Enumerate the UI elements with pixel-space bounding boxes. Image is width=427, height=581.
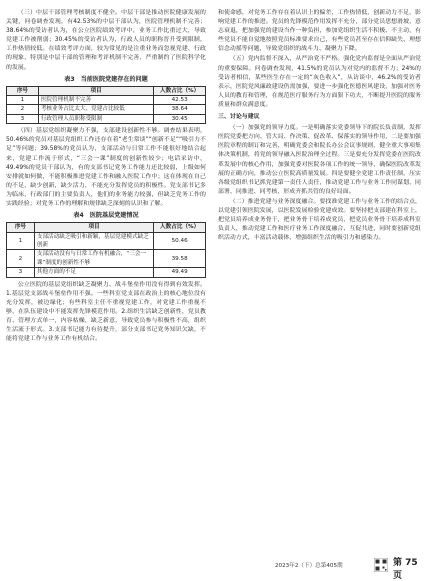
paragraph-supervision: （五）党内监督不深入，从严治党不严格。强化党内监督是全面从严治党的重要保障。问卷调查发现，41.5%的党员认为对党内的监督不力；24%的受访者相信，某些医生存在一定的“灰色收入”，从访谈中，46.2%的受访者表示，医院党风廉政建设仍需加强，要进一步强化医德医风建设，加强对医务人员的教育和管理，在规范医疗服务行为方面狠下功夫，不断提升医院的服务质量和群众满意度。 <box>218 56 421 108</box>
table-row <box>7 232 206 250</box>
table4-header: 序号 <box>7 223 35 232</box>
table3-header: 人数占比（%） <box>154 86 206 95</box>
table-row <box>7 114 206 123</box>
table-cell: 考核业务占比太大、党建占比较低 <box>38 105 153 114</box>
table-cell: 其他方面的不足 <box>34 268 153 277</box>
left-column <box>6 9 206 345</box>
table3-header-row <box>7 86 206 95</box>
page-number: 第 75 页 <box>393 558 418 581</box>
table-cell: 49.49 <box>154 268 206 277</box>
table-row <box>7 105 206 114</box>
paragraph-fortress: 公立医院的基层党组织缺乏凝聚力、战斗堡垒作用没有得到有效发挥。1.基层党支部战斗堡垒作用不强。一些科室党支部在政治上的核心地位没有充分发挥，被边缘化；有些科室主任不重视党建工作，对党建工作重视不够，在队伍建设中不能发挥先锋模范作用。2.组织生活缺乏创新性，党员教育、管理方式单一，内容枯燥，缺乏新意，导致党员参与积极性不高，组织生活流于形式。3.支部书记能力有待提升，部分支部书记党务知识欠缺，不能将党建工作与业务工作有机结合。 <box>6 281 206 343</box>
table-cell: 1 <box>7 96 39 105</box>
table3-caption: 表3 当前医院党建存在的问题 <box>64 75 148 83</box>
paragraph-grassroots: （四）基层党组织凝聚力不强，支部建设创新性不够。调查结果表明，50.46%的党员对基层党组织工作还存在着“老生常谈”“创新不足”“吸引力不足”等问题；39.58%的党员认为，支部活动与日常工作不能很好地结合起来，党建工作流于形式，“三会一课”制度的创新性较少；电话采访中，49.49%的党员干部认为，有的支部书记党务工作能力还比较弱，上级如何安排就如何做，不能积极推进党建工作和融入医院工作中；这在体现在自己的不足，缺少创新，缺少活力，不能充分发挥党员的积极性。党支部书记多为临床、行政部门的主要负责人，他们的业务能力较强，但缺乏党务工作的实践经验；对党务工作的理解和规律缺乏深刻的认识和了解。 <box>6 128 206 208</box>
table-cell: 1 <box>7 232 35 250</box>
paragraph-integration: （二）推进党建与业务深度融合。要找准党建工作与业务工作的结合点，以党建引领医院发展，以医院发展检验党建成效。要坚持把支部建在科室上，把党员培养成业务骨干，把业务骨干培养成党员，把党员业务骨干培养成科室负责人，推动党建工作和医疗业务工作深度融合、互促共进，同时要创新党组织活动方式，丰富活动载体，增强组织生活的吸引力和感染力。 <box>218 198 421 242</box>
section-heading: 三、讨论与建议 <box>218 114 260 121</box>
table-cell: 38.64 <box>154 105 206 114</box>
right-column <box>218 9 421 244</box>
table-row <box>7 268 206 277</box>
table4-header-row <box>7 223 206 232</box>
table4-header: 项目 <box>34 223 153 232</box>
table3-header: 序号 <box>7 86 39 95</box>
table-row <box>7 250 206 268</box>
table3-header: 项目 <box>38 86 153 95</box>
qr-code-icon <box>374 558 388 572</box>
table-cell: 支部活动没有与日常工作有机融合，“三会一课”制度的创新性不够 <box>34 250 153 268</box>
table-cell: 行政管理人员职称受限制 <box>38 114 153 123</box>
table4-caption: 表4 医院基层党建情况 <box>73 212 139 220</box>
table4 <box>6 222 206 277</box>
table3 <box>6 86 206 125</box>
table-cell: 医院管理机制不完善 <box>38 96 153 105</box>
table-row <box>7 96 206 105</box>
table-cell: 3 <box>7 268 35 277</box>
table-cell: 支部活动缺乏吸引和新颖，基层党建模式缺乏创新 <box>34 232 153 250</box>
table-cell: 2 <box>7 250 35 268</box>
table-cell: 50.46 <box>154 232 206 250</box>
table-cell: 2 <box>7 105 39 114</box>
paragraph-leadership: （一）加强党的领导力度。一是明确落实党委领导下的院长负责制，发挥医院党委把方向、管大局、作决策、促改革、保落实的领导作用，二是要加强医院章程的制订和完善，明确党委会和院长办公会议事规则，健全重大事项集体决策机制，将党的领导融入医院治理全过程。三是要充分发挥党委在医院改革发展中的核心作用，加强党委对医院各项工作的统一领导，确保医院改革发展的正确方向，推动公立医院高质量发展。四是要健全党建工作责任制，压实各级党组织书记抓党建第一责任人责任，推动党建工作与业务工作同谋划、同部署、同推进、同考核，形成齐抓共管的良好局面。 <box>218 125 421 195</box>
table-cell: 39.58 <box>154 250 206 268</box>
issue-label: 2023年2（下）总第405期 <box>275 563 343 569</box>
paragraph-continued: 和使命感，对党务工作存在着认识上的偏差，工作热情低，创新动力不足，影响党建工作的推进。党员的先锋模范作用发挥不充分，部分党员思想滑坡、意志衰退，把加强党的建设当作一种负担，参加党组织生活不积极、不主动，有些党员不能自觉地按照党员标准要求自己，有些党员甚至存在信仰缺失、理想信念动摇等问题，导致党组织的战斗力、凝聚力下降。 <box>218 10 421 53</box>
table-cell: 30.45 <box>154 114 206 123</box>
table-cell: 42.53 <box>154 96 206 105</box>
paragraph-middle-cadre: （三）中层干部管理考核制度不健全。中层干部是推动医院健康发展的关键，问卷调查发现，有42.53%的中层干部认为，医院管理机制不完善；38.64%的受访者认为，在公立医院绩效考评中，业务工作比重过大，导致党建工作被削弱；30.45%的受访者认为，行政人员的职称晋升受到限制，工作热情较低。在绩效考评方面，较为常见的是注重业务而忽视党建、行政的现象，特别是中层干部的管理和考评机制不完善，严重制约了医院科学化的发展。 <box>6 10 206 71</box>
table4-header: 人数占比（%） <box>154 223 206 232</box>
table-cell: 3 <box>7 114 39 123</box>
